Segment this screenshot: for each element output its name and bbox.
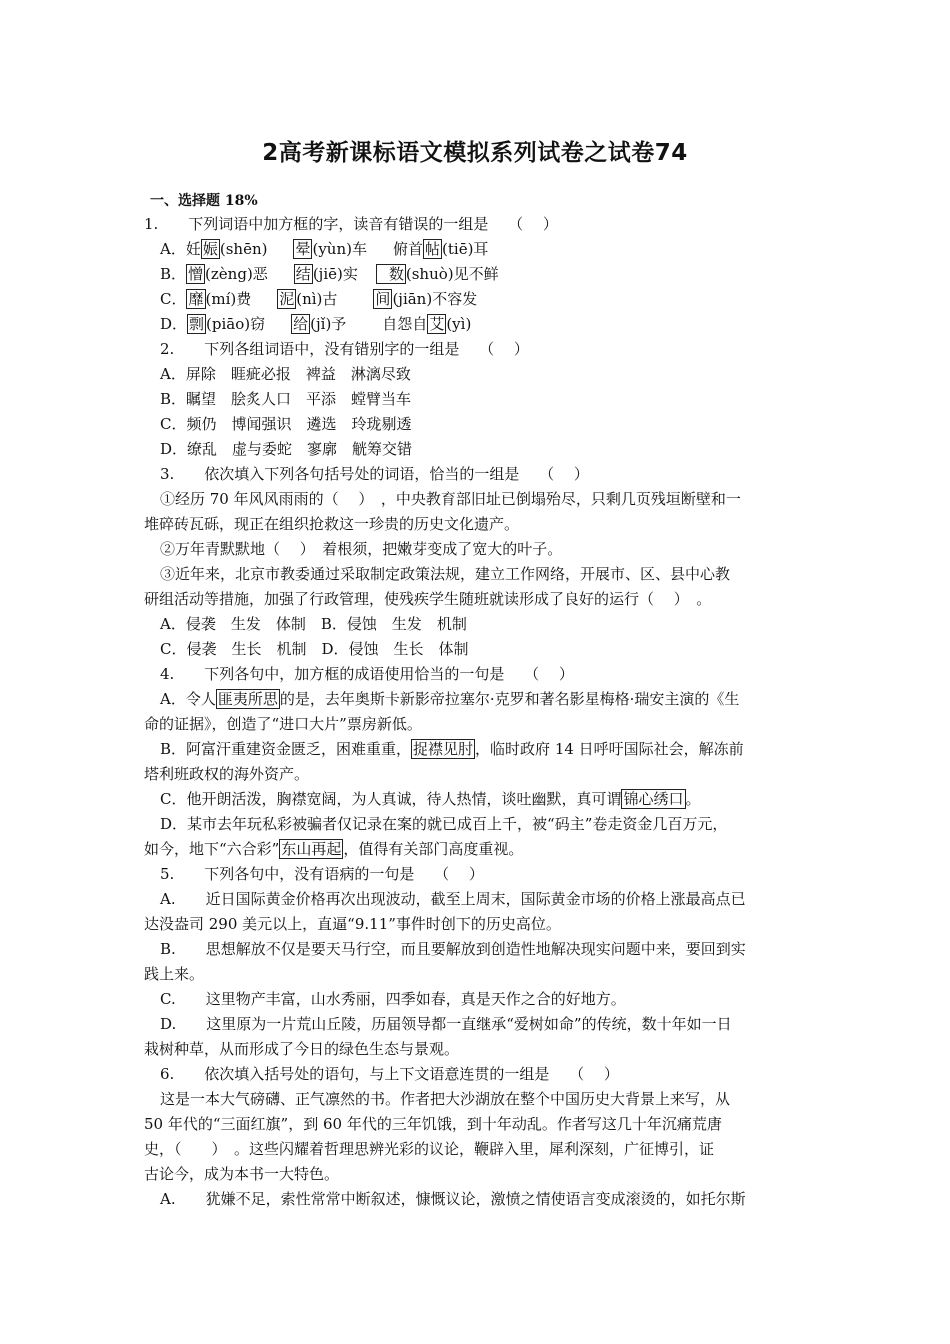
boxed-idiom: 捉襟见肘	[413, 740, 474, 758]
boxed-idiom: 东山再起	[281, 840, 342, 858]
q5-option-c: C. 这里物产丰富，山水秀丽，四季如春，真是天作之合的好地方。	[160, 990, 626, 1008]
boxed-char: 艾	[429, 315, 445, 333]
q5-option-b-cont: 践上来。	[144, 965, 205, 983]
q5-option-a-cont: 达没盎司 290 美元以上，直逼“9.11”事件时创下的历史高位。	[144, 915, 561, 933]
q4-option-a-cont: 命的证据》，创造了“进口大片”票房新低。	[144, 715, 422, 733]
question-6-stem: 6. 依次填入括号处的语句，与上下文语意连贯的一组是 （ ）	[160, 1065, 619, 1083]
boxed-idiom: 锦心绣口	[623, 790, 684, 808]
question-4-stem: 4. 下列各句中，加方框的成语使用恰当的一句是 （ ）	[160, 665, 574, 683]
q5-option-d: D. 这里原为一片荒山丘陵，历届领导都一直继承“爱树如命”的传统，数十年如一日	[160, 1015, 732, 1033]
boxed-char: 结	[295, 265, 311, 283]
q3-sentence-2: ②万年青默默地（ ） 着根须，把嫩芽变成了宽大的叶子。	[160, 540, 563, 558]
q2-option-d: D．缭乱 虚与委蛇 寥廓 觥筹交错	[160, 440, 413, 458]
q4-option-d-cont: 如今，地下“六合彩” 东山再起 ，值得有关部门高度重视。	[144, 840, 524, 858]
q2-option-b: B．瞩望 脍炙人口 平添 螳臂当车	[160, 390, 412, 408]
boxed-char: 娠	[202, 240, 218, 258]
section-heading: 一、选择题 18%	[150, 193, 258, 209]
question-3-stem: 3. 依次填入下列各句括号处的词语，恰当的一组是 （ ）	[160, 465, 589, 483]
boxed-char: 给	[293, 315, 309, 333]
boxed-char: 数	[376, 264, 406, 284]
q6-passage-line-1: 这是一本大气磅礴、正气凛然的书。作者把大沙湖放在整个中国历史大背景上来写，从	[160, 1090, 731, 1108]
boxed-char: 泥	[279, 290, 295, 308]
q4-option-b: B．阿富汗重建资金匮乏，困难重重， 捉襟见肘 ，临时政府 14 日呼吁国际社会，解冻前	[160, 740, 744, 758]
boxed-char: 间	[375, 290, 391, 308]
q4-option-a: A．令人 匪夷所思 的是，去年奥斯卡新影帝拉塞尔·克罗和著名影星梅格·瑞安主演的《生	[160, 690, 740, 708]
q4-option-c: C．他开朗活泼，胸襟宽阔，为人真诚，待人热情，谈吐幽默，真可谓 锦心绣口 。	[160, 790, 701, 808]
q6-passage-line-2: 50 年代的“三面红旗”，到 60 年代的三年饥饿，到十年动乱。作者写这几十年沉痛荒唐	[144, 1115, 722, 1133]
boxed-char: 靡	[188, 290, 204, 308]
q1-option-a: A．妊 娠 (shēn) 晕 (yùn)车 俯首 帖 (tiē)耳	[160, 240, 489, 258]
q2-option-a: A．屏除 睚疵必报 裨益 淋漓尽致	[160, 365, 411, 383]
boxed-char: 憎	[188, 265, 204, 283]
question-1-stem: 1. 下列词语中加方框的字，读音有错误的一组是 （ ）	[144, 215, 558, 233]
q5-option-a: A. 近日国际黄金价格再次出现波动，截至上周末，国际黄金市场的价格上涨最高点已	[160, 890, 746, 908]
q1-option-c: C． 靡 (mí)费 泥 (nì)古 间 (jiān)不容发	[160, 290, 478, 308]
q3-sentence-1-cont: 堆碎砖瓦砾，现正在组织抢救这一珍贵的历史文化遗产。	[144, 515, 520, 533]
q5-option-b: B. 思想解放不仅是要天马行空，而且要解放到创造性地解决现实问题中来，要回到实	[160, 940, 746, 958]
q1-option-d: D． 剽 (piāo)窃 给 (jǐ)予 自怨自 艾 (yì)	[160, 315, 472, 333]
q6-passage-line-3: 史，（ ） 。这些闪耀着哲理思辨光彩的议论，鞭辟入里，犀利深刻，广征博引，证	[144, 1140, 715, 1158]
q4-option-b-cont: 塔利班政权的海外资产。	[144, 765, 310, 783]
q3-options-cd: C．侵袭 生长 机制 D．侵蚀 生长 体制	[160, 640, 469, 658]
question-5-stem: 5. 下列各句中，没有语病的一句是 （ ）	[160, 865, 484, 883]
q5-option-d-cont: 栽树种草，从而形成了今日的绿色生态与景观。	[144, 1040, 460, 1058]
q6-passage-line-4: 古论今，成为本书一大特色。	[144, 1165, 340, 1183]
q3-sentence-3-cont: 研组活动等措施，加强了行政管理，使残疾学生随班就读形成了良好的运行（ ） 。	[144, 590, 712, 608]
q3-sentence-3: ③近年来，北京市教委通过采取制定政策法规，建立工作网络，开展市、区、县中心教	[160, 565, 731, 583]
q3-options-ab: A．侵袭 生发 体制 B．侵蚀 生发 机制	[160, 615, 467, 633]
q2-option-c: C．频仍 博闻强识 遴选 玲珑剔透	[160, 415, 412, 433]
q3-sentence-1: ①经历 70 年风风雨雨的（ ） ，中央教育部旧址已倒塌殆尽，只剩几页残垣断壁和一	[160, 490, 741, 508]
boxed-char: 帖	[425, 240, 441, 258]
q6-option-a: A. 犹嫌不足，索性常常中断叙述，慷慨议论，激愤之情使语言变成滚烫的，如托尔斯	[160, 1190, 746, 1208]
q1-option-b: B． 憎 (zèng)恶 结 (jiē)实 数 (shuò)见不鲜	[160, 265, 499, 283]
page-title: 2高考新课标语文模拟系列试卷之试卷74	[262, 140, 688, 166]
boxed-char: 晕	[295, 240, 311, 258]
q4-option-d: D．某市去年玩私彩被骗者仅记录在案的就已成百上千，被“码主”卷走资金几百万元，	[160, 815, 728, 833]
question-2-stem: 2. 下列各组词语中，没有错别字的一组是 （ ）	[160, 340, 529, 358]
boxed-char: 剽	[189, 315, 205, 333]
boxed-idiom: 匪夷所思	[217, 690, 278, 708]
